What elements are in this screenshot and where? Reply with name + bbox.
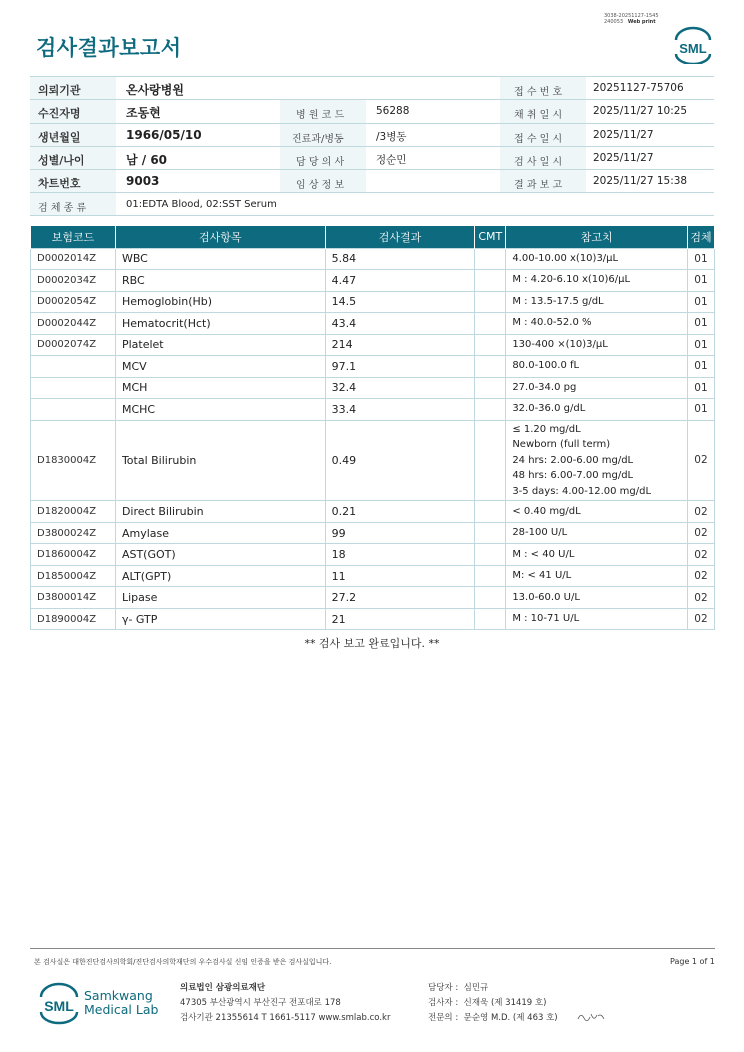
row-specimen: 01 xyxy=(687,270,714,292)
row-result: 27.2 xyxy=(325,587,475,609)
table-row xyxy=(31,334,715,356)
row-cmt xyxy=(475,587,506,609)
header-result: 검사결과 xyxy=(325,226,475,248)
staff1-label: 담당자 : xyxy=(428,983,459,993)
row-code: D0002014Z xyxy=(31,248,116,270)
row-specimen: 02 xyxy=(687,522,714,544)
row-specimen: 02 xyxy=(687,608,714,630)
recv-date-label: 접 수 일 시 xyxy=(514,133,563,145)
row-code: D3800014Z xyxy=(31,587,116,609)
sml-footer-logo-text: SML xyxy=(44,998,74,1014)
reference-line: 28-100 U/L xyxy=(512,527,568,539)
row-item: ALT(GPT) xyxy=(115,565,325,587)
reference-line: ≤ 1.20 mg/dL xyxy=(512,423,581,435)
doc-id-line2a: 240053 xyxy=(604,19,624,25)
row-code: D1830004Z xyxy=(31,420,116,501)
reference-line: 48 hrs: 6.00-7.00 mg/dL xyxy=(512,470,634,482)
row-cmt xyxy=(475,291,506,313)
table-row xyxy=(31,270,715,292)
header-item: 검사항목 xyxy=(115,226,325,248)
row-specimen: 02 xyxy=(687,544,714,566)
hospital-label: 의뢰기관 xyxy=(38,84,81,97)
specimen-label: 검 체 종 류 xyxy=(38,203,87,215)
table-row xyxy=(31,377,715,399)
reference-line: 4.00-10.00 x(10)3/μL xyxy=(512,252,619,264)
reference-line: 27.0-34.0 pg xyxy=(512,381,577,393)
web-print-label: Web print xyxy=(627,19,656,25)
row-reference xyxy=(506,248,688,270)
row-item: MCH xyxy=(115,377,325,399)
reference-line: Newborn (full term) xyxy=(512,439,611,451)
table-row xyxy=(31,587,715,609)
row-specimen: 01 xyxy=(687,248,714,270)
row-result: 99 xyxy=(325,522,475,544)
sml-logo-icon xyxy=(672,26,714,64)
table-row xyxy=(31,608,715,630)
row-code: D0002054Z xyxy=(31,291,116,313)
signature-icon xyxy=(576,1010,606,1024)
hospital-value: 온사랑병원 xyxy=(126,83,184,97)
row-cmt xyxy=(475,608,506,630)
staff2-value: 신재욱 (제 31419 호) xyxy=(463,998,547,1008)
header-cmt: CMT xyxy=(475,226,506,248)
staff3-label: 전문의 : xyxy=(428,1013,459,1023)
row-code xyxy=(31,377,116,399)
birth-value: 1966/05/10 xyxy=(126,127,202,142)
reference-line: 130-400 ×(10)3/μL xyxy=(512,338,608,350)
clinical-label: 임 상 정 보 xyxy=(296,180,345,192)
info-row-6 xyxy=(30,193,714,216)
reference-line: 3-5 days: 4.00-12.00 mg/dL xyxy=(512,485,652,497)
staff1-value: 심민규 xyxy=(463,983,489,993)
org-contact: 검사기관 21355614 T 1661-5117 www.smlab.co.kr xyxy=(180,1013,391,1023)
row-reference xyxy=(506,587,688,609)
row-code: D0002034Z xyxy=(31,270,116,292)
collect-label: 채 취 일 시 xyxy=(514,110,563,122)
recv-no-value: 20251127-75706 xyxy=(593,82,684,94)
results-table xyxy=(30,226,715,630)
row-reference xyxy=(506,270,688,292)
row-reference xyxy=(506,544,688,566)
table-row xyxy=(31,501,715,523)
row-cmt xyxy=(475,356,506,378)
row-cmt xyxy=(475,399,506,421)
results-header-row xyxy=(31,226,715,248)
reference-line: M : 40.0-52.0 % xyxy=(512,317,592,329)
row-reference xyxy=(506,291,688,313)
row-specimen: 02 xyxy=(687,565,714,587)
row-item: MCV xyxy=(115,356,325,378)
reference-line: 80.0-100.0 fL xyxy=(512,360,580,372)
row-reference xyxy=(506,377,688,399)
row-cmt xyxy=(475,565,506,587)
row-code: D1820004Z xyxy=(31,501,116,523)
row-reference xyxy=(506,522,688,544)
recv-date-value: 2025/11/27 xyxy=(593,128,654,141)
row-specimen: 01 xyxy=(687,313,714,335)
footer-note: 본 검사실은 대한진단검사의학회/진단검사의학재단의 우수검사실 신임 인증을 받은 검사실입니다. xyxy=(34,958,332,966)
row-item: Hematocrit(Hct) xyxy=(115,313,325,335)
name-label: 수진자명 xyxy=(38,107,81,121)
table-row xyxy=(31,420,715,501)
results-body xyxy=(31,248,715,630)
row-reference xyxy=(506,565,688,587)
name-value: 조동현 xyxy=(126,106,161,121)
report-complete-message: ** 검사 보고 완료입니다. ** xyxy=(304,637,440,650)
doctor-value: 정순민 xyxy=(376,153,407,166)
table-row xyxy=(31,399,715,421)
hosp-code-value: 56288 xyxy=(376,105,410,118)
reference-line: M : 13.5-17.5 g/dL xyxy=(512,295,604,307)
table-row xyxy=(31,356,715,378)
specimen-value: 01:EDTA Blood, 02:SST Serum xyxy=(126,199,277,211)
row-result: 0.49 xyxy=(325,420,475,501)
row-code: D3800024Z xyxy=(31,522,116,544)
table-row xyxy=(31,522,715,544)
row-code: D0002074Z xyxy=(31,334,116,356)
recv-no-label: 접 수 번 호 xyxy=(514,87,563,98)
row-specimen: 01 xyxy=(687,291,714,313)
chart-label: 차트번호 xyxy=(38,177,81,191)
row-cmt xyxy=(475,522,506,544)
row-specimen: 02 xyxy=(687,587,714,609)
row-reference xyxy=(506,313,688,335)
footer-divider xyxy=(30,948,715,949)
report-label: 결 과 보 고 xyxy=(514,180,563,192)
row-specimen: 02 xyxy=(687,501,714,523)
dept-value: /3병동 xyxy=(376,130,407,143)
row-item: Hemoglobin(Hb) xyxy=(115,291,325,313)
row-result: 21 xyxy=(325,608,475,630)
reference-line: M : < 40 U/L xyxy=(512,548,575,560)
test-date-label: 검 사 일 시 xyxy=(514,156,563,168)
org-address: 47305 부산광역시 부산진구 전포대로 178 xyxy=(180,998,341,1008)
doctor-label: 담 당 의 사 xyxy=(296,156,345,168)
hosp-code-label: 병 원 코 드 xyxy=(296,110,345,122)
row-result: 43.4 xyxy=(325,313,475,335)
reference-line: < 0.40 mg/dL xyxy=(512,505,581,517)
row-result: 214 xyxy=(325,334,475,356)
sex-value: 남 / 60 xyxy=(126,152,168,167)
row-specimen: 01 xyxy=(687,399,714,421)
row-cmt xyxy=(475,420,506,501)
row-result: 4.47 xyxy=(325,270,475,292)
row-cmt xyxy=(475,270,506,292)
row-cmt xyxy=(475,377,506,399)
chart-value: 9003 xyxy=(126,174,160,189)
row-item: Total Bilirubin xyxy=(115,420,325,501)
row-code: D0002044Z xyxy=(31,313,116,335)
document-id xyxy=(604,13,659,25)
test-date-value: 2025/11/27 xyxy=(593,151,654,164)
row-reference xyxy=(506,420,688,501)
collect-value: 2025/11/27 10:25 xyxy=(593,105,688,118)
row-code: D1860004Z xyxy=(31,544,116,566)
table-row xyxy=(31,565,715,587)
birth-label: 생년월일 xyxy=(38,130,81,144)
reference-line: 24 hrs: 2.00-6.00 mg/dL xyxy=(512,454,634,466)
reference-line: M : 4.20-6.10 x(10)6/μL xyxy=(512,274,631,286)
logo-line1: Samkwang xyxy=(84,988,153,1003)
row-item: Platelet xyxy=(115,334,325,356)
row-specimen: 01 xyxy=(687,334,714,356)
row-result: 14.5 xyxy=(325,291,475,313)
row-result: 11 xyxy=(325,565,475,587)
row-item: AST(GOT) xyxy=(115,544,325,566)
table-row xyxy=(31,248,715,270)
organization-info xyxy=(180,981,390,1026)
staff2-label: 검사자 : xyxy=(428,998,459,1008)
info-row-3 xyxy=(30,124,714,147)
row-cmt xyxy=(475,501,506,523)
reference-line: 13.0-60.0 U/L xyxy=(512,591,580,603)
row-item: MCHC xyxy=(115,399,325,421)
row-cmt xyxy=(475,544,506,566)
staff-info xyxy=(428,981,558,1026)
table-row xyxy=(31,291,715,313)
page-number: Page 1 of 1 xyxy=(670,957,715,966)
reference-line: M : 10-71 U/L xyxy=(512,613,580,625)
header-specimen: 검체 xyxy=(687,226,714,248)
info-row-1 xyxy=(30,77,714,100)
org-name: 의료법인 삼광의료재단 xyxy=(180,983,266,993)
row-code xyxy=(31,399,116,421)
row-code xyxy=(31,356,116,378)
row-cmt xyxy=(475,334,506,356)
row-code: D1890004Z xyxy=(31,608,116,630)
row-specimen: 01 xyxy=(687,356,714,378)
company-logo-text xyxy=(84,989,158,1017)
info-row-2 xyxy=(30,100,714,123)
row-reference xyxy=(506,399,688,421)
row-reference xyxy=(506,501,688,523)
row-specimen: 01 xyxy=(687,377,714,399)
row-result: 32.4 xyxy=(325,377,475,399)
table-row xyxy=(31,313,715,335)
patient-info xyxy=(30,76,714,216)
row-result: 18 xyxy=(325,544,475,566)
row-result: 33.4 xyxy=(325,399,475,421)
row-item: Lipase xyxy=(115,587,325,609)
sex-label: 성별/나이 xyxy=(38,153,85,167)
row-reference xyxy=(506,334,688,356)
doc-id-line1: 3038-20251127-1545 xyxy=(604,13,659,19)
header-ref: 참고치 xyxy=(506,226,688,248)
row-code: D1850004Z xyxy=(31,565,116,587)
staff3-value: 문순영 M.D. (제 463 호) xyxy=(463,1013,558,1023)
row-cmt xyxy=(475,313,506,335)
row-result: 0.21 xyxy=(325,501,475,523)
row-item: WBC xyxy=(115,248,325,270)
reference-line: 32.0-36.0 g/dL xyxy=(512,403,586,415)
dept-label: 진료과/병동 xyxy=(292,133,344,145)
row-reference xyxy=(506,608,688,630)
row-cmt xyxy=(475,248,506,270)
row-item: RBC xyxy=(115,270,325,292)
row-result: 5.84 xyxy=(325,248,475,270)
row-item: Amylase xyxy=(115,522,325,544)
table-row xyxy=(31,544,715,566)
header-code: 보험코드 xyxy=(31,226,116,248)
info-row-5 xyxy=(30,170,714,193)
row-item: Direct Bilirubin xyxy=(115,501,325,523)
sml-footer-logo-icon xyxy=(37,980,81,1026)
row-result: 97.1 xyxy=(325,356,475,378)
sml-logo-text: SML xyxy=(679,41,707,56)
logo-line2: Medical Lab xyxy=(84,1002,159,1017)
reference-line: M: < 41 U/L xyxy=(512,570,572,582)
report-value: 2025/11/27 15:38 xyxy=(593,175,688,188)
row-specimen: 02 xyxy=(687,420,714,501)
info-row-4 xyxy=(30,147,714,170)
row-item: γ- GTP xyxy=(115,608,325,630)
row-reference xyxy=(506,356,688,378)
page-title: 검사결과보고서 xyxy=(36,36,182,60)
